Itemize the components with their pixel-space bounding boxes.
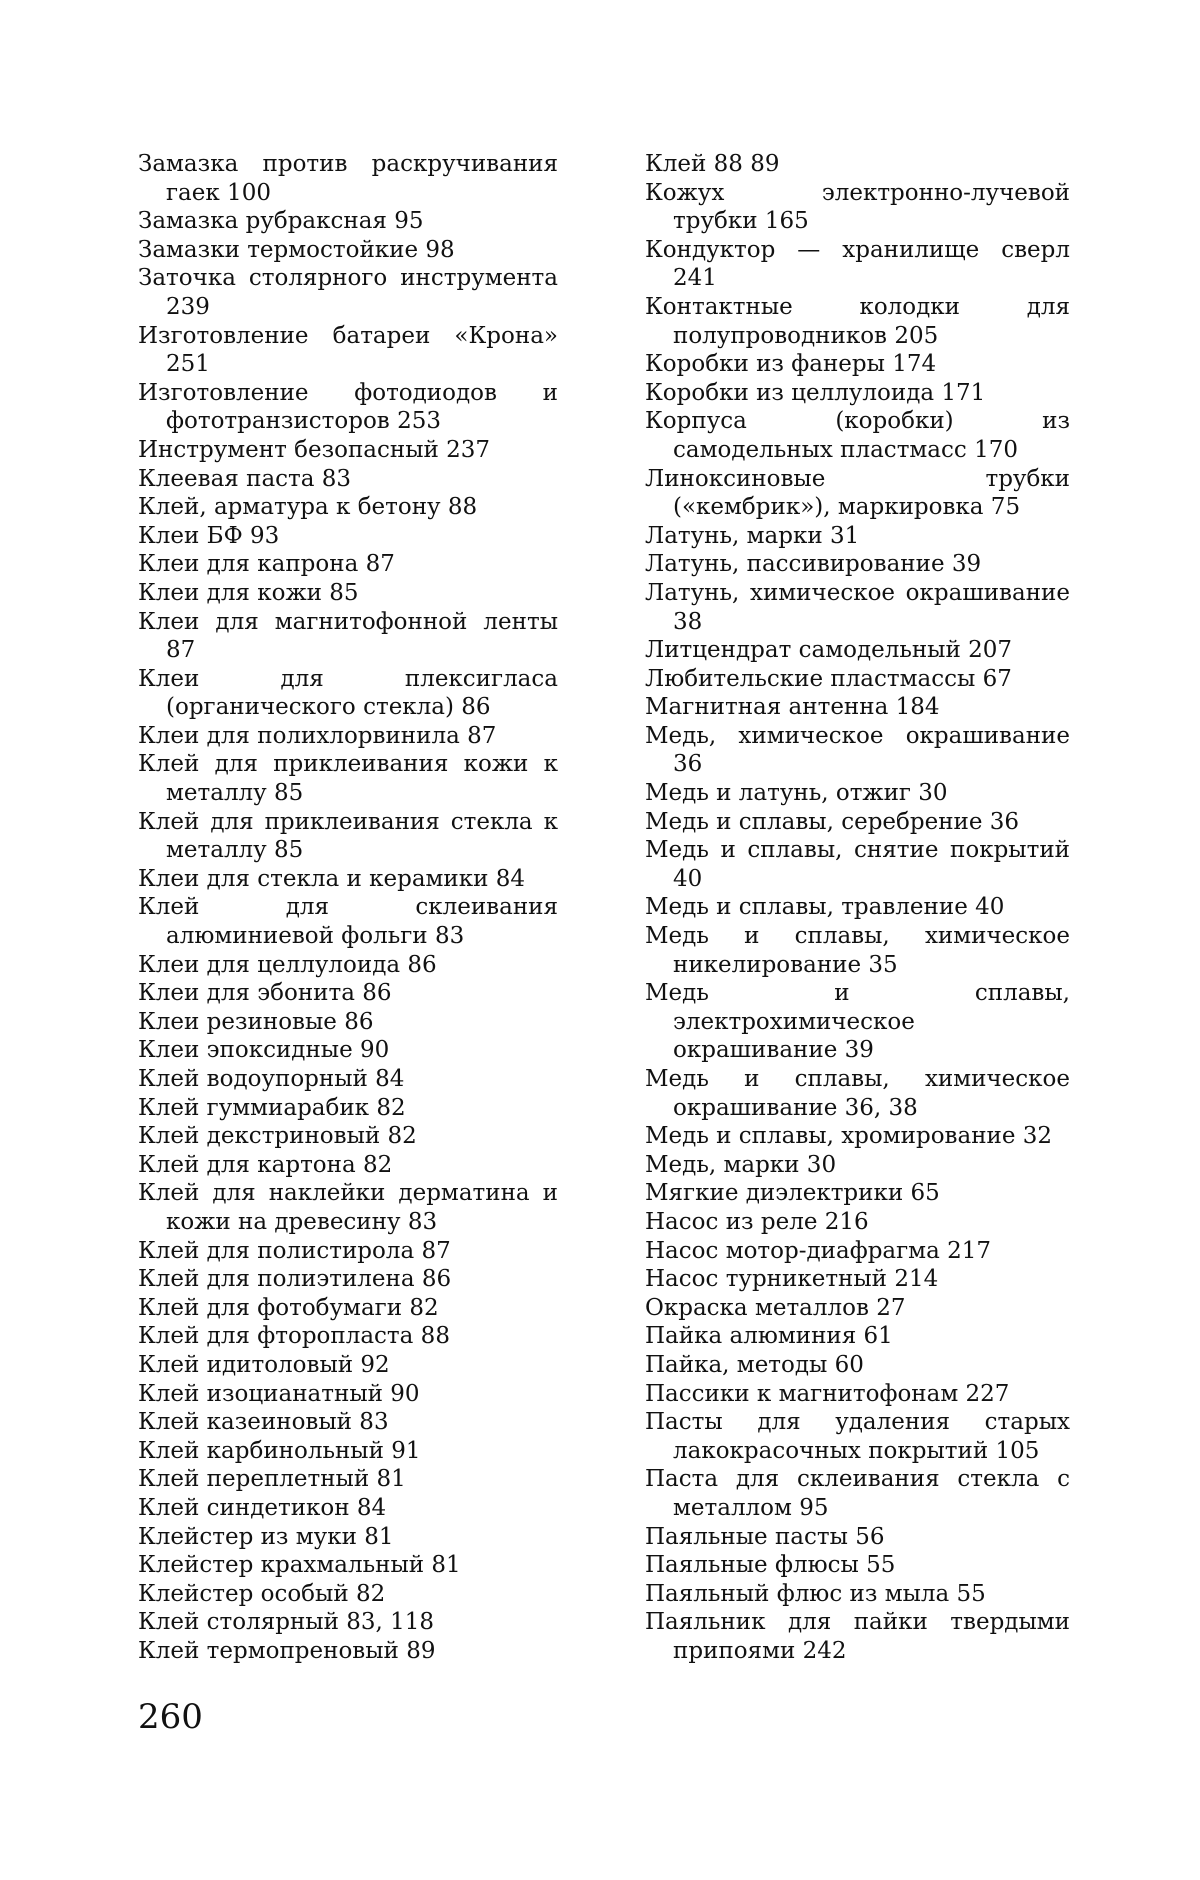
index-entry: Клей для приклеивания стекла к металлу 85 <box>138 808 558 864</box>
index-entry: Пайка алюминия 61 <box>645 1323 893 1350</box>
index-entry: Клеи для полихлорвинила 87 <box>138 722 497 749</box>
index-entry: Паяльные флюсы 55 <box>645 1552 896 1579</box>
index-entry: Клей для полистирола 87 <box>138 1237 451 1264</box>
index-entry: Любительские пластмассы 67 <box>645 665 1012 692</box>
index-entry: Клеи БФ 93 <box>138 522 280 549</box>
index-entry: Насос турникетный 214 <box>645 1266 939 1293</box>
index-entry: Клеи для плексигласа (органического стекла) 86 <box>138 665 558 721</box>
index-entry: Клей синдетикон 84 <box>138 1494 387 1521</box>
index-entry: Паяльные пасты 56 <box>645 1523 885 1550</box>
index-entry: Линоксиновые трубки («кембрик»), маркировка 75 <box>645 465 1070 521</box>
index-entry: Паяльник для пайки твердыми припоями 242 <box>645 1609 1070 1664</box>
index-entry: Пассики к магнитофонам 227 <box>645 1380 1010 1407</box>
index-entry: Клей идитоловый 92 <box>138 1351 390 1378</box>
index-entry: Клей для фотобумаги 82 <box>138 1294 439 1321</box>
index-entry: Изготовление фотодиодов и фототранзисторов 253 <box>138 379 558 435</box>
index-entry: Клеи для кожи 85 <box>138 579 359 606</box>
index-entry: Магнитная антенна 184 <box>645 694 940 721</box>
index-entry: Клеи для эбонита 86 <box>138 980 392 1007</box>
index-entry: Клей переплетный 81 <box>138 1466 406 1493</box>
index-entry: Изготовление батареи «Крона» 251 <box>138 322 558 378</box>
index-entry: Клеи для магнитофонной ленты 87 <box>138 608 558 664</box>
index-entry: Клейстер особый 82 <box>138 1580 386 1607</box>
index-entry: Замазка рубраксная 95 <box>138 208 424 235</box>
index-entry: Медь и сплавы, хромирование 32 <box>645 1123 1053 1150</box>
index-entry: Насос мотор-диафрагма 217 <box>645 1237 991 1264</box>
index-entry: Паяльный флюс из мыла 55 <box>645 1580 986 1607</box>
index-entry: Медь, химическое окрашивание 36 <box>645 722 1070 778</box>
index-entry: Инструмент безопасный 237 <box>138 436 491 463</box>
index-entry: Клеи эпоксидные 90 <box>138 1037 390 1064</box>
index-entry: Медь и сплавы, снятие покрытий 40 <box>645 837 1070 892</box>
index-entry: Клей изоцианатный 90 <box>138 1380 420 1407</box>
index-entry: Клей для приклеивания кожи к металлу 85 <box>138 751 558 807</box>
index-entry: Контактные колодки для полупроводников 205 <box>645 293 1070 349</box>
index-entry: Медь, марки 30 <box>645 1151 837 1178</box>
index-entry: Латунь, пассивирование 39 <box>645 551 982 578</box>
index-entry: Клеевая паста 83 <box>138 465 352 492</box>
index-entry: Клеи для стекла и керамики 84 <box>138 865 526 892</box>
index-entry: Латунь, химическое окрашивание 38 <box>645 579 1070 635</box>
index-entry: Медь и сплавы, серебрение 36 <box>645 808 1020 835</box>
index-entry: Клейстер из муки 81 <box>138 1523 394 1550</box>
index-entry: Паста для склеивания стекла с металлом 95 <box>645 1466 1070 1521</box>
index-entry: Медь и сплавы, химическое окрашивание 36, 38 <box>645 1066 1070 1121</box>
index-entry: Клей для фторопласта 88 <box>138 1323 450 1350</box>
index-entry: Клей для склеивания алюминиевой фольги 83 <box>138 894 558 950</box>
index-entry: Окраска металлов 27 <box>645 1294 906 1321</box>
index-entry: Замазки термостойкие 98 <box>138 236 455 263</box>
index-entry: Клей термопреновый 89 <box>138 1637 436 1664</box>
index-entry: Пасты для удаления старых лакокрасочных покрытий 105 <box>645 1409 1070 1464</box>
index-entry: Литцендрат самодельный 207 <box>645 637 1013 664</box>
index-entry: Латунь, марки 31 <box>645 522 860 549</box>
index-entry: Кондуктор — хранилище сверл 241 <box>645 236 1070 292</box>
index-entry: Медь и сплавы, химическое никелирование 35 <box>645 923 1070 978</box>
index-entry: Клеи резиновые 86 <box>138 1008 374 1035</box>
index-entry: Заточка столярного инструмента 239 <box>138 265 558 320</box>
index-entry: Клейстер крахмальный 81 <box>138 1552 461 1579</box>
index-entry: Клей гуммиарабик 82 <box>138 1094 406 1121</box>
index-entry: Медь и латунь, отжиг 30 <box>645 780 948 807</box>
index-entry: Корпуса (коробки) из самодельных пластмасс 170 <box>645 408 1070 463</box>
index-entry: Клеи для целлулоида 86 <box>138 951 437 978</box>
index-entry: Медь и сплавы, электрохимическое окрашивание 39 <box>645 980 1070 1064</box>
index-entry: Клей столярный 83, 118 <box>138 1609 435 1636</box>
index-entry: Коробки из целлулоида 171 <box>645 379 986 406</box>
index-column-left <box>138 150 558 1665</box>
index-entry: Клей казеиновый 83 <box>138 1409 389 1436</box>
index-entry: Замазка против раскручивания гаек 100 <box>138 151 558 206</box>
index-entry: Клей для наклейки дерматина и кожи на древесину 83 <box>138 1180 558 1235</box>
index-entry: Клей для картона 82 <box>138 1151 393 1178</box>
index-entry: Клеи для капрона 87 <box>138 551 395 578</box>
index-column-right <box>645 150 1070 1665</box>
index-entry: Кожух электронно-лучевой трубки 165 <box>645 179 1070 235</box>
page-number: 260 <box>138 1697 203 1737</box>
index-entry: Насос из реле 216 <box>645 1208 869 1235</box>
index-entry: Клей 88 89 <box>645 151 780 177</box>
index-entry: Клей карбинольный 91 <box>138 1437 421 1464</box>
index-entry: Клей, арматура к бетону 88 <box>138 494 478 521</box>
index-entry: Клей водоупорный 84 <box>138 1066 405 1092</box>
index-entry: Мягкие диэлектрики 65 <box>645 1180 940 1207</box>
index-entry: Клей декстриновый 82 <box>138 1123 417 1150</box>
index-entry: Пайка, методы 60 <box>645 1351 864 1378</box>
index-entry: Клей для полиэтилена 86 <box>138 1266 452 1293</box>
index-entry: Медь и сплавы, травление 40 <box>645 894 1005 921</box>
index-entry: Коробки из фанеры 174 <box>645 351 937 378</box>
